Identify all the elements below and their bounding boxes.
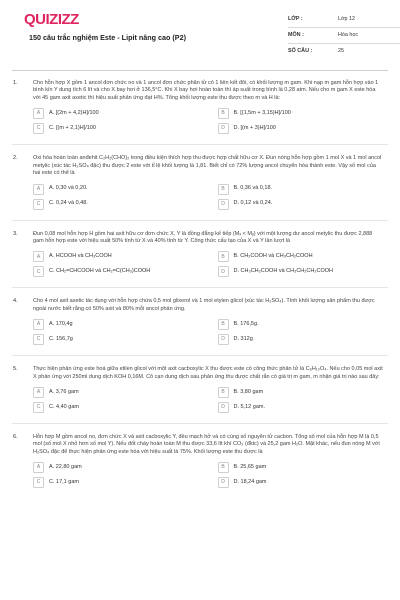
- option-c[interactable]: [33, 402, 204, 413]
- option-letter: A: [33, 108, 44, 119]
- question-6: [12, 434, 388, 488]
- option-letter: A: [33, 387, 44, 398]
- option-d[interactable]: [218, 477, 389, 488]
- option-letter: D: [218, 334, 229, 345]
- option-text: C. [(m + 2,1)H]/100: [49, 125, 96, 132]
- meta-row-class: [288, 12, 400, 28]
- option-text: B. 3,80 gam: [233, 388, 264, 395]
- meta-row-count: [288, 44, 400, 60]
- option-text: C. 17,1 gam: [49, 479, 79, 486]
- option-letter: B: [218, 251, 229, 262]
- options-grid: [33, 184, 388, 210]
- option-a[interactable]: [33, 462, 204, 473]
- question-divider: [12, 220, 388, 221]
- option-b[interactable]: [218, 319, 389, 330]
- question-4: [12, 298, 388, 345]
- option-letter: A: [33, 319, 44, 330]
- question-number: 2.: [13, 155, 18, 162]
- option-a[interactable]: [33, 319, 204, 330]
- question-text: Hỗn hợp M gồm ancol no, đơn chức X và axit cacboxylic Y, đều mạch hở và có cùng số nguyên tử cacbon. Tổng số mol của hỗn hợp M là 0,5 mol (số mol X nhỏ hơn số mol Y). Nếu đốt cháy hoàn toàn M thu được 33,6 lít khí CO₂ (đktc) và 25,2 gam H₂O. Mặt khác, nếu đun nóng M với H₂SO₄ đặc để thực hiện phản ứng este hóa với hiệu suất là 75%. Khối lượng este thu được là: [33, 434, 380, 455]
- question-divider: [12, 287, 388, 288]
- document-header: [12, 0, 388, 68]
- option-letter: B: [218, 387, 229, 398]
- document-title: 150 câu trắc nghiệm Este - Lipit nâng cao (P2): [29, 33, 186, 42]
- question-text: Đun 0,08 mol hỗn hợp H gồm hai axit hữu cơ đơn chức X, Y là đồng đẳng kế tiếp (Mₓ < Mᵧ) với một lượng dư ancol metylic thu được 2,888 gam hỗn hợp este với hiệu suất 50% tính từ X và 40% tính từ Y. Công thức cấu tạo của X và Y lần lượt là: [33, 230, 373, 244]
- options-grid: [33, 108, 388, 134]
- option-text: B. [(1,5m + 3,15)H]/100: [233, 110, 291, 117]
- option-a[interactable]: [33, 108, 204, 119]
- option-c[interactable]: [33, 123, 204, 134]
- meta-value: 25: [338, 48, 344, 55]
- option-text: B. 176,5g.: [233, 321, 259, 327]
- option-text: D. [(m + 3)H]/100: [233, 125, 276, 132]
- quizizz-logo: QUIZIZZ: [24, 11, 79, 28]
- meta-value: Hóa học: [338, 31, 359, 38]
- option-text: D. CH₃CH₂COOH và CH₃CH₂CH₂COOH: [233, 268, 333, 275]
- header-divider: [12, 70, 388, 71]
- option-text: C. 156,7g: [49, 336, 73, 342]
- question-text: Oxi hóa hoàn toàn anđehit C₂H₂(CHO)₂ trong điều kiện thích hợp thu được hợp chất hữu cơ X. Đun nóng hỗn hợp gồm 1 mol X và 1 mol ancol metylic (xúc tác H₂SO₄ đặc) thu được 2 este với tỉ lệ khối lượng là 1,81. Biết chỉ có 72% lượng ancol chuyển hóa thành este. Vậy số mol của hai este có thể là: [33, 155, 382, 177]
- option-letter: B: [218, 108, 229, 119]
- option-text: A. 22,80 gam: [49, 464, 82, 471]
- option-letter: D: [218, 266, 229, 277]
- option-d[interactable]: [218, 334, 389, 345]
- option-a[interactable]: [33, 251, 204, 262]
- option-letter: D: [218, 123, 229, 134]
- option-letter: C: [33, 477, 44, 488]
- option-letter: A: [33, 251, 44, 262]
- question-text: Cho 4 mol axit axetic tác dụng với hỗn hợp chứa 0,5 mol glixerol và 1 mol etylen glicol (xúc tác H₂SO₄). Tính khối lượng sản phẩm thu được ngoài nước biết rằng có 50% axit và 80% mỗi ancol phản ứng.: [33, 298, 375, 312]
- option-c[interactable]: [33, 266, 204, 277]
- option-letter: C: [33, 266, 44, 277]
- option-letter: A: [33, 184, 44, 195]
- meta-value: Lớp 12: [338, 15, 356, 22]
- option-letter: C: [33, 402, 44, 413]
- options-grid: [33, 462, 388, 488]
- question-number: 4.: [13, 298, 18, 305]
- option-text: C. CH₂=CHCOOH và CH₂=C(CH₃)COOH: [49, 268, 151, 275]
- option-letter: D: [218, 402, 229, 413]
- question-text: Cho hỗn hợp X gồm 1 ancol đơn chức no và 1 ancol đơn chức phân tử có 1 liên kết đôi, có khối lượng m gam. Khi nạp m gam hỗn hợp vào 1 bình kín Y dung tích 6 lít và cho X bay hơi ở 136,5°C. Khi X bay hơi hoàn toàn thì áp suất trong bình là 0,28 atm. Nếu cho m gam X este hóa với 45 gam axit axetic thì hiệu suất phản ứng đạt H%. Tổng khối lượng este thu được theo m và H là:: [33, 80, 379, 101]
- meta-label: MÔN :: [288, 31, 304, 38]
- option-a[interactable]: [33, 387, 204, 398]
- option-letter: C: [33, 199, 44, 210]
- option-b[interactable]: [218, 251, 389, 262]
- option-letter: C: [33, 334, 44, 345]
- meta-label: LỚP :: [288, 15, 303, 22]
- option-letter: D: [218, 477, 229, 488]
- question-number: 1.: [13, 80, 18, 86]
- option-letter: B: [218, 184, 229, 195]
- option-letter: C: [33, 123, 44, 134]
- option-d[interactable]: [218, 402, 389, 413]
- option-text: D. 5,12 gam.: [233, 403, 265, 410]
- question-3: [12, 231, 388, 278]
- option-letter: A: [33, 462, 44, 473]
- option-text: D. 18,24 gam: [233, 479, 267, 486]
- option-text: C. 4,40 gam: [49, 403, 79, 410]
- option-text: D. 312g: [233, 336, 253, 342]
- question-2: [12, 155, 388, 209]
- option-c[interactable]: [33, 334, 204, 345]
- option-text: A. 3,76 gam: [49, 388, 79, 395]
- question-list: [12, 80, 388, 488]
- option-d[interactable]: [218, 266, 389, 277]
- question-5: [12, 366, 388, 413]
- option-b[interactable]: [218, 184, 389, 195]
- options-grid: [33, 251, 388, 277]
- option-letter: B: [218, 462, 229, 473]
- question-number: 6.: [13, 434, 18, 441]
- meta-label: SỐ CÂU :: [288, 48, 313, 55]
- question-divider: [12, 423, 388, 424]
- option-d[interactable]: [218, 123, 389, 134]
- options-grid: [33, 387, 388, 413]
- question-1: [12, 80, 388, 134]
- option-text: D. 0,12 và 0,24.: [233, 200, 273, 207]
- option-a[interactable]: [33, 184, 204, 195]
- meta-table: [288, 12, 400, 60]
- question-divider: [12, 144, 388, 145]
- option-letter: D: [218, 199, 229, 210]
- option-text: B. CH₃COOH và CH₃CH₂COOH: [233, 253, 313, 260]
- option-text: B. 25,65 gam: [233, 464, 267, 471]
- meta-row-subject: [288, 28, 400, 44]
- option-text: A. 170,4g: [49, 321, 73, 327]
- option-b[interactable]: [218, 462, 389, 473]
- question-divider: [12, 355, 388, 356]
- question-text: Thực hiện phản ứng este hoá giữa etilen glicol với một axit cacboxylic X thu được este có công thức phân tử là C₆H₁₀O₄. Nếu cho 0,05 mol axit X phản ứng với 250ml dung dịch KOH 0,16M. Cô cạn dung dịch sau phản ứng thu được chất rắn có giá trị m gam, m nhận giá trị nào sau đây:: [33, 366, 383, 380]
- option-text: A. HCOOH và CH₃COOH: [49, 253, 112, 260]
- option-d[interactable]: [218, 199, 389, 210]
- option-c[interactable]: [33, 199, 204, 210]
- option-text: A. [(2m + 4,2)H]/100: [49, 110, 99, 117]
- question-number: 5.: [13, 366, 18, 373]
- option-c[interactable]: [33, 477, 204, 488]
- option-text: B. 0,36 và 0,18.: [233, 185, 273, 192]
- option-b[interactable]: [218, 387, 389, 398]
- question-number: 3.: [13, 230, 18, 237]
- option-letter: B: [218, 319, 229, 330]
- option-text: C. 0,24 và 0,48.: [49, 200, 88, 207]
- option-b[interactable]: [218, 108, 389, 119]
- option-text: A. 0,30 và 0,20.: [49, 185, 88, 192]
- options-grid: [33, 319, 388, 345]
